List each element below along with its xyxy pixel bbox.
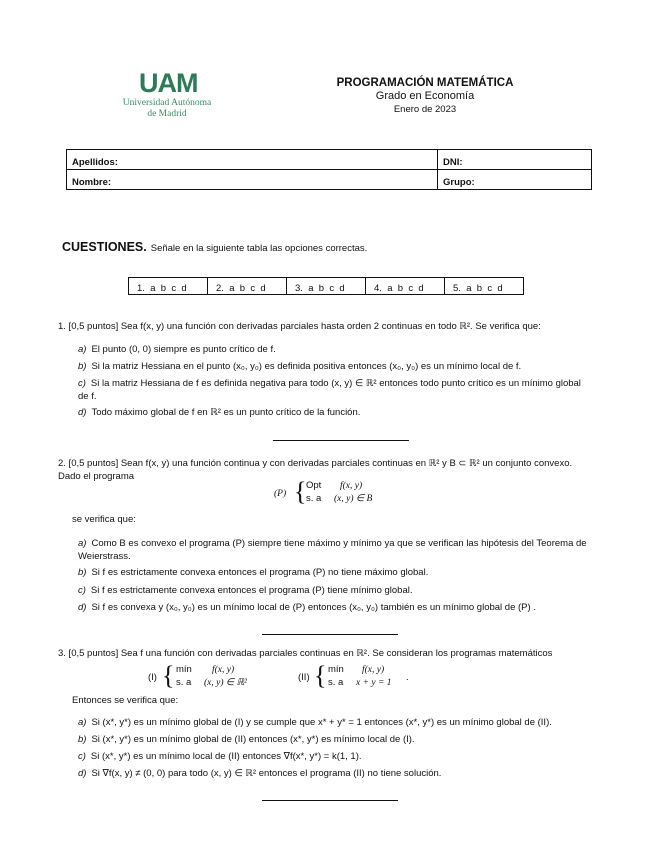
program-p-objective: f(x, y) <box>340 481 363 491</box>
program-ii-period: . <box>406 672 409 683</box>
program-ii-label: (II) <box>298 672 310 683</box>
program-i-min: mín <box>176 664 192 675</box>
q1-option-a: a) El punto (0, 0) siempre es punto crítico de f. <box>78 344 276 355</box>
exam-degree: Grado en Economía <box>375 90 475 102</box>
separator-1 <box>273 440 409 441</box>
cuestiones-title: CUESTIONES. <box>62 240 147 254</box>
program-ii <box>298 661 418 692</box>
question-3-stem: 3. [0,5 puntos] Sea f una función con derivadas parciales continuas en ℝ². Se consideran los programas matemáticos <box>58 648 553 659</box>
program-ii-sa: s. a <box>328 677 344 688</box>
exam-date: Enero de 2023 <box>393 104 457 115</box>
cuestiones-heading <box>62 240 367 254</box>
answer-cell-1[interactable]: 1. a b c d <box>129 278 208 295</box>
question-3-follow: Entonces se verifica que: <box>72 695 179 706</box>
q2-option-a: a) Como B es convexo el programa (P) siempre tiene máximo y mínimo ya que se verifican las hipótesis del Teorema de Weierstrass. <box>78 538 587 562</box>
program-ii-constraint: x + y = 1 <box>356 678 392 688</box>
program-ii-min: mín <box>328 664 344 675</box>
q3-option-c: c) Si (x*, y*) es un mínimo local de (II) entonces ∇f(x*, y*) = k(1, 1). <box>78 751 362 762</box>
dni-field[interactable]: DNI: <box>438 150 592 170</box>
program-p-opt: Opt <box>306 480 322 491</box>
left-brace-icon: { <box>162 661 175 690</box>
separator-3 <box>262 800 398 801</box>
answer-cell-5[interactable]: 5. a b c d <box>445 278 524 295</box>
logo-subtitle-line2: de Madrid <box>147 109 187 119</box>
answer-cell-4[interactable]: 4. a b c d <box>366 278 445 295</box>
left-brace-icon: { <box>314 661 327 690</box>
question-2-stem: 2. [0,5 puntos] Sean f(x, y) una función continua y con derivadas parciales continuas en ℝ² y B ⊂ ℝ² un conjunto convexo. Dado el programa <box>58 458 573 482</box>
q3-option-a: a) Si (x*, y*) es un mínimo global de (I) y se cumple que x* + y* = 1 entonces (x*, y*) es un mínimo global de (II). <box>78 717 552 728</box>
q2-option-d: d) Si f es convexa y (x₀, y₀) es un mínimo local de (P) entonces (x₀, y₀) también es un mínimo global de (P) . <box>78 602 536 613</box>
left-brace-icon: { <box>294 477 307 506</box>
question-1-stem: 1. [0,5 puntos] Sea f(x, y) una función con derivadas parciales hasta orden 2 continuas en todo ℝ². Se verifica que: <box>58 321 541 332</box>
answer-cell-2[interactable]: 2. a b c d <box>208 278 287 295</box>
program-i-objective: f(x, y) <box>212 665 235 675</box>
program-p-label: (P) <box>274 489 287 499</box>
program-p <box>274 477 394 508</box>
q3-option-b: b) Si (x*, y*) es un mínimo global de (II) entonces (x*, y*) es mínimo local de (I). <box>78 734 415 745</box>
logo-text: UAM <box>139 68 198 98</box>
grupo-field[interactable]: Grupo: <box>438 170 592 190</box>
exam-title: PROGRAMACIÓN MATEMÁTICA <box>336 77 514 89</box>
q1-option-d: d) Todo máximo global de f en ℝ² es un punto crítico de la función. <box>78 407 361 418</box>
q2-option-c: c) Si f es estrictamente convexa entonces el programa (P) tiene mínimo global. <box>78 585 413 596</box>
program-ii-objective: f(x, y) <box>362 665 385 675</box>
q1-option-c: c) Si la matriz Hessiana de f es definida negativa para todo (x, y) ∈ ℝ² entonces todo punto crítico es un mínimo global de f. <box>78 378 581 402</box>
logo-subtitle-line1: Universidad Autónoma <box>122 98 212 108</box>
program-i-constraint: (x, y) ∈ ℝ² <box>204 678 247 688</box>
answer-cell-3[interactable]: 3. a b c d <box>287 278 366 295</box>
student-info-table <box>66 149 592 190</box>
question-2-follow: se verifica que: <box>72 514 136 525</box>
cuestiones-instruction: Señale en la siguiente tabla las opciones correctas. <box>150 243 368 254</box>
program-i-sa: s. a <box>176 677 192 688</box>
q1-option-b: b) Si la matriz Hessiana en el punto (x₀, y₀) es definida positiva entonces (x₀, y₀) es un mínimo local de f. <box>78 361 522 372</box>
answer-table <box>128 277 524 295</box>
program-p-sa: s. a <box>306 493 322 504</box>
separator-2 <box>262 634 398 635</box>
q3-option-d: d) Si ∇f(x, y) ≠ (0, 0) para todo (x, y) ∈ ℝ² entonces el programa (II) no tiene solución. <box>78 768 442 779</box>
apellidos-field[interactable]: Apellidos: <box>67 150 438 170</box>
nombre-field[interactable]: Nombre: <box>67 170 438 190</box>
program-p-constraint: (x, y) ∈ B <box>334 494 373 504</box>
program-i <box>148 661 268 692</box>
uam-logo <box>113 70 223 122</box>
q2-option-b: b) Si f es estrictamente convexa entonces el programa (P) no tiene máximo global. <box>78 567 429 578</box>
program-i-label: (I) <box>148 672 157 683</box>
